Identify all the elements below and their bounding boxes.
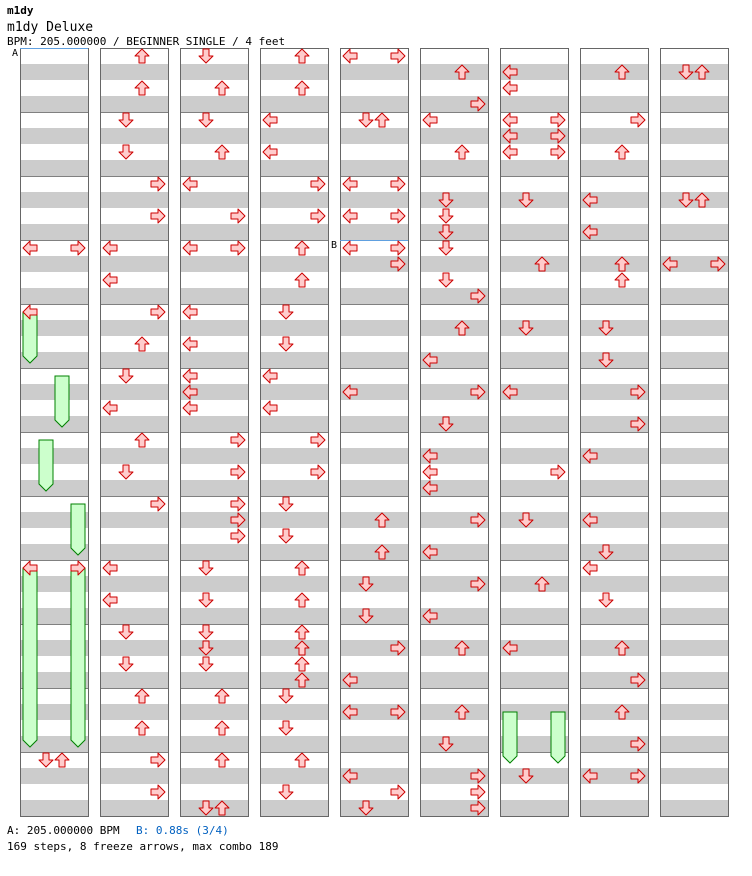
beat-stripe [660, 768, 728, 784]
beat-stripe [660, 800, 728, 816]
beat-stripe [100, 384, 168, 400]
step-arrow-down [119, 625, 133, 639]
beat-stripe [260, 96, 328, 112]
beat-stripe [660, 576, 728, 592]
step-arrow-down [279, 721, 293, 735]
step-arrow-up [55, 753, 69, 767]
step-arrow-right [391, 209, 405, 223]
beat-stripe [340, 96, 408, 112]
step-arrow-down [199, 625, 213, 639]
beat-stripe [100, 704, 168, 720]
step-arrow-up [615, 273, 629, 287]
beat-stripe [660, 608, 728, 624]
footer-bpm-b: B: 0.88s (3/4) [136, 824, 229, 837]
step-arrow-up [135, 689, 149, 703]
step-arrow-down [279, 529, 293, 543]
beat-stripe [100, 608, 168, 624]
step-arrow-up [135, 337, 149, 351]
beat-stripe [580, 352, 648, 368]
beat-stripe [100, 448, 168, 464]
beat-stripe [660, 288, 728, 304]
step-arrow-right [311, 433, 325, 447]
beat-stripe [500, 608, 568, 624]
beat-stripe [340, 480, 408, 496]
step-arrow-down [119, 113, 133, 127]
beat-stripe [580, 704, 648, 720]
beat-stripe [580, 160, 648, 176]
beat-stripe [340, 800, 408, 816]
beat-stripe [100, 160, 168, 176]
beat-stripe [180, 544, 248, 560]
beat-stripe [340, 352, 408, 368]
beat-stripe [180, 768, 248, 784]
beat-stripe [20, 480, 88, 496]
beat-stripe [100, 256, 168, 272]
beat-stripe [420, 736, 488, 752]
beat-stripe [580, 320, 648, 336]
beat-stripe [660, 352, 728, 368]
beat-stripe [20, 128, 88, 144]
beat-stripe [260, 704, 328, 720]
footer-stats: 169 steps, 8 freeze arrows, max combo 189 [7, 840, 279, 853]
step-arrow-right [151, 177, 165, 191]
chart-info: BPM: 205.000000 / BEGINNER SINGLE / 4 feet [7, 35, 286, 48]
step-arrow-right [391, 177, 405, 191]
step-arrow-up [135, 49, 149, 63]
beat-stripe [180, 448, 248, 464]
beat-stripe [100, 192, 168, 208]
freeze-arrow [551, 712, 565, 763]
step-arrow-up [295, 625, 309, 639]
beat-stripe [260, 320, 328, 336]
beat-stripe [420, 64, 488, 80]
step-arrow-up [135, 433, 149, 447]
step-arrow-right [391, 785, 405, 799]
beat-stripe [260, 224, 328, 240]
beat-stripe [500, 224, 568, 240]
step-arrow-left [343, 241, 357, 255]
step-arrow-left [183, 177, 197, 191]
beat-stripe [500, 256, 568, 272]
beat-stripe [260, 256, 328, 272]
step-arrow-up [135, 81, 149, 95]
step-arrow-left [263, 369, 277, 383]
step-arrow-up [135, 721, 149, 735]
step-arrow-left [183, 241, 197, 255]
beat-stripe [180, 192, 248, 208]
step-arrow-right [551, 465, 565, 479]
beat-stripe [100, 224, 168, 240]
step-arrow-up [295, 241, 309, 255]
beat-stripe [260, 736, 328, 752]
beat-stripe [20, 448, 88, 464]
beat-stripe [660, 416, 728, 432]
step-arrow-up [615, 145, 629, 159]
step-arrow-left [183, 401, 197, 415]
step-arrow-right [551, 145, 565, 159]
beat-stripe [180, 416, 248, 432]
beat-stripe [260, 160, 328, 176]
step-arrow-right [151, 785, 165, 799]
step-arrow-right [151, 305, 165, 319]
step-arrow-right [231, 433, 245, 447]
step-arrow-down [199, 593, 213, 607]
beat-stripe [580, 256, 648, 272]
step-arrow-left [343, 49, 357, 63]
step-arrow-right [231, 529, 245, 543]
beat-stripe [100, 576, 168, 592]
step-arrow-down [279, 689, 293, 703]
beat-stripe [420, 320, 488, 336]
step-arrow-right [471, 785, 485, 799]
step-arrow-left [103, 273, 117, 287]
beat-stripe [20, 800, 88, 816]
beat-stripe [580, 640, 648, 656]
beat-stripe [260, 384, 328, 400]
beat-stripe [340, 320, 408, 336]
beat-stripe [340, 448, 408, 464]
beat-stripe [500, 288, 568, 304]
step-arrow-left [343, 177, 357, 191]
step-arrow-right [151, 753, 165, 767]
step-arrow-right [151, 209, 165, 223]
freeze-arrow [23, 568, 37, 747]
beat-stripe [180, 64, 248, 80]
beat-stripe [500, 160, 568, 176]
step-arrow-left [103, 561, 117, 575]
beat-stripe [180, 96, 248, 112]
beat-stripe [340, 224, 408, 240]
step-arrow-left [263, 113, 277, 127]
beat-stripe [500, 544, 568, 560]
beat-stripe [500, 480, 568, 496]
beat-stripe [420, 416, 488, 432]
beat-stripe [260, 768, 328, 784]
step-arrow-up [215, 81, 229, 95]
step-arrow-left [343, 209, 357, 223]
step-arrow-right [71, 241, 85, 255]
beat-stripe [100, 96, 168, 112]
beat-stripe [580, 96, 648, 112]
beat-stripe [100, 128, 168, 144]
beat-stripe [20, 160, 88, 176]
beat-stripe [260, 480, 328, 496]
step-arrow-down [599, 593, 613, 607]
beat-stripe [180, 608, 248, 624]
beat-stripe [500, 416, 568, 432]
beat-stripe [20, 288, 88, 304]
freeze-arrow [55, 376, 69, 427]
beat-stripe [580, 288, 648, 304]
freeze-arrow [71, 504, 85, 555]
beat-stripe [500, 448, 568, 464]
beat-stripe [260, 800, 328, 816]
beat-stripe [100, 352, 168, 368]
beat-stripe [180, 352, 248, 368]
beat-stripe [500, 800, 568, 816]
step-arrow-down [439, 273, 453, 287]
beat-stripe [20, 384, 88, 400]
beat-stripe [20, 224, 88, 240]
step-arrow-up [295, 49, 309, 63]
beat-stripe [580, 576, 648, 592]
beat-stripe [420, 672, 488, 688]
step-arrow-up [215, 689, 229, 703]
beat-stripe [340, 736, 408, 752]
beat-stripe [180, 640, 248, 656]
beat-stripe [260, 608, 328, 624]
beat-stripe [100, 480, 168, 496]
step-arrow-up [295, 273, 309, 287]
step-arrow-left [183, 369, 197, 383]
step-arrow-right [631, 113, 645, 127]
beat-stripe [340, 416, 408, 432]
step-arrow-up [295, 593, 309, 607]
step-arrow-down [279, 337, 293, 351]
step-arrow-right [311, 177, 325, 191]
step-arrow-down [439, 241, 453, 255]
step-arrow-down [279, 305, 293, 319]
step-arrow-right [391, 49, 405, 63]
beat-stripe [260, 288, 328, 304]
beat-stripe [180, 224, 248, 240]
step-arrow-up [295, 753, 309, 767]
beat-stripe [100, 800, 168, 816]
beat-stripe [660, 160, 728, 176]
beat-stripe [100, 736, 168, 752]
beat-stripe [180, 320, 248, 336]
step-arrow-up [295, 657, 309, 671]
beat-stripe [180, 576, 248, 592]
step-arrow-left [183, 305, 197, 319]
beat-stripe [660, 192, 728, 208]
step-arrow-left [583, 561, 597, 575]
beat-stripe [20, 256, 88, 272]
step-arrow-down [279, 497, 293, 511]
step-arrow-left [103, 401, 117, 415]
step-arrow-left [263, 401, 277, 415]
step-arrow-up [295, 81, 309, 95]
step-arrow-right [231, 465, 245, 479]
freeze-arrow [503, 712, 517, 763]
beat-stripe [660, 320, 728, 336]
beat-stripe [340, 576, 408, 592]
beat-stripe [660, 480, 728, 496]
beat-stripe [20, 96, 88, 112]
beat-stripe [260, 672, 328, 688]
beat-stripe [420, 192, 488, 208]
beat-stripe [340, 64, 408, 80]
beat-stripe [580, 480, 648, 496]
beat-stripe [100, 512, 168, 528]
beat-stripe [180, 800, 248, 816]
beat-stripe [660, 640, 728, 656]
beat-stripe [500, 320, 568, 336]
beat-stripe [500, 512, 568, 528]
artist-name: m1dy [7, 4, 34, 17]
song-title: m1dy Deluxe [7, 20, 94, 35]
beat-stripe [340, 288, 408, 304]
beat-stripe [180, 672, 248, 688]
beat-stripe [260, 576, 328, 592]
beat-stripe [340, 512, 408, 528]
beat-stripe [100, 640, 168, 656]
beat-stripe [660, 736, 728, 752]
beat-stripe [20, 768, 88, 784]
beat-stripe [20, 416, 88, 432]
beat-stripe [100, 288, 168, 304]
step-arrow-down [119, 657, 133, 671]
beat-stripe [660, 64, 728, 80]
step-arrow-down [119, 369, 133, 383]
step-arrow-left [103, 593, 117, 607]
beat-stripe [260, 416, 328, 432]
beat-stripe [180, 256, 248, 272]
step-arrow-right [231, 241, 245, 255]
beat-stripe [660, 512, 728, 528]
step-arrow-left [503, 81, 517, 95]
beat-stripe [580, 800, 648, 816]
step-arrow-up [295, 561, 309, 575]
step-arrow-down [119, 465, 133, 479]
beat-stripe [660, 544, 728, 560]
beat-stripe [260, 544, 328, 560]
beat-stripe [100, 544, 168, 560]
step-arrow-left [103, 241, 117, 255]
step-arrow-left [23, 241, 37, 255]
beat-stripe [260, 448, 328, 464]
beat-stripe [260, 352, 328, 368]
step-arrow-right [311, 465, 325, 479]
step-arrow-down [119, 145, 133, 159]
beat-stripe [100, 320, 168, 336]
beat-stripe [340, 128, 408, 144]
step-arrow-up [215, 753, 229, 767]
beat-stripe [580, 544, 648, 560]
beat-stripe [420, 640, 488, 656]
step-arrow-down [199, 657, 213, 671]
beat-stripe [260, 192, 328, 208]
step-arrow-right [311, 209, 325, 223]
beat-stripe [180, 128, 248, 144]
beat-stripe [660, 704, 728, 720]
step-arrow-right [231, 497, 245, 511]
step-arrow-down [39, 753, 53, 767]
beat-stripe [420, 224, 488, 240]
beat-stripe [260, 128, 328, 144]
beat-stripe [500, 576, 568, 592]
beat-stripe [20, 64, 88, 80]
step-arrow-up [215, 145, 229, 159]
step-arrow-down [439, 209, 453, 223]
step-arrow-right [551, 113, 565, 127]
beat-stripe [500, 352, 568, 368]
beat-stripe [580, 128, 648, 144]
beat-stripe [180, 160, 248, 176]
beat-stripe [20, 192, 88, 208]
step-arrow-right [151, 497, 165, 511]
step-arrow-down [199, 113, 213, 127]
beat-stripe [580, 608, 648, 624]
step-arrow-left [263, 145, 277, 159]
beat-stripe [420, 256, 488, 272]
step-arrow-right [231, 209, 245, 223]
beat-stripe [100, 672, 168, 688]
beat-stripe [100, 64, 168, 80]
beat-stripe [660, 128, 728, 144]
beat-stripe [500, 672, 568, 688]
step-arrow-up [215, 721, 229, 735]
step-arrow-down [199, 561, 213, 575]
beat-stripe [660, 672, 728, 688]
beat-stripe [100, 768, 168, 784]
beat-stripe [420, 160, 488, 176]
beat-stripe [660, 96, 728, 112]
beat-stripe [260, 640, 328, 656]
footer-bpm-a: A: 205.000000 BPM [7, 824, 120, 837]
freeze-arrow [23, 312, 37, 363]
step-arrow-down [359, 113, 373, 127]
step-arrow-right [391, 241, 405, 255]
beat-stripe [100, 416, 168, 432]
beat-stripe [420, 128, 488, 144]
step-arrow-up [455, 145, 469, 159]
beat-stripe [500, 96, 568, 112]
beat-stripe [180, 736, 248, 752]
step-arrow-left [183, 337, 197, 351]
beat-stripe [180, 480, 248, 496]
beat-stripe [180, 288, 248, 304]
step-arrow-down [279, 785, 293, 799]
beat-stripe [260, 64, 328, 80]
beat-stripe [340, 544, 408, 560]
beat-stripe [500, 192, 568, 208]
step-arrow-left [503, 145, 517, 159]
beat-stripe [420, 704, 488, 720]
marker-a-label: A [12, 48, 19, 59]
step-arrow-down [199, 49, 213, 63]
beat-stripe [340, 192, 408, 208]
beat-stripe [340, 160, 408, 176]
step-arrow-left [503, 113, 517, 127]
beat-stripe [260, 512, 328, 528]
beat-stripe [180, 704, 248, 720]
beat-stripe [580, 64, 648, 80]
freeze-arrow [39, 440, 53, 491]
beat-stripe [500, 768, 568, 784]
step-arrow-left [423, 113, 437, 127]
freeze-arrow [71, 568, 85, 747]
beat-stripe [340, 608, 408, 624]
beat-stripe [660, 224, 728, 240]
marker-b-label: B [331, 240, 338, 251]
step-arrow-up [375, 113, 389, 127]
beat-stripe [660, 448, 728, 464]
beat-stripe [660, 384, 728, 400]
step-arrow-left [423, 465, 437, 479]
